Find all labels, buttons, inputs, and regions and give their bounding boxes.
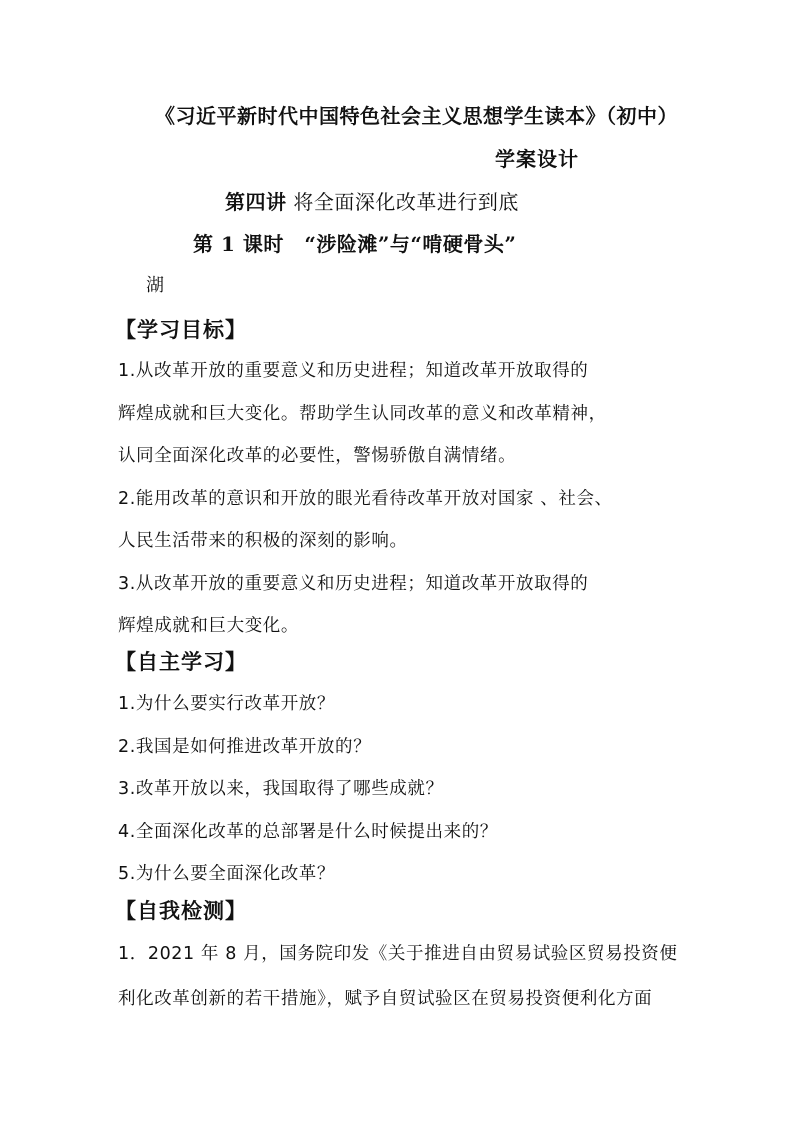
objectives-line: 认同全面深化改革的必要性，警惕骄傲自满情绪。 — [118, 446, 517, 466]
self-study-heading: 【自主学习】 — [115, 649, 247, 674]
objectives-heading: 【学习目标】 — [115, 317, 247, 342]
self-study-question: 4.全面深化改革的总部署是什么时候提出来的？ — [118, 822, 498, 842]
objectives-line: 人民生活带来的积极的深刻的影响。 — [118, 531, 408, 551]
objectives-line: 辉煌成就和巨大变化。帮助学生认同改革的意义和改革精神， — [118, 404, 607, 424]
self-study-question: 5.为什么要全面深化改革？ — [118, 864, 335, 884]
self-test-line: 1．2021 年 8 月，国务院印发《关于推进自由贸易试验区贸易投资便 — [118, 944, 678, 964]
lesson-title: 第 1 课时 “涉险滩”与“啃硬骨头” — [193, 232, 517, 256]
doc-type-title: 学案设计 — [495, 147, 579, 171]
objectives-line: 辉煌成就和巨大变化。 — [118, 616, 299, 636]
objectives-line: 2.能用改革的意识和开放的眼光看待改革开放对国家 、社会、 — [118, 489, 613, 509]
author-name: 湖 — [146, 275, 164, 296]
lecture-number: 第四讲 — [225, 190, 287, 214]
objectives-line: 1.从改革开放的重要意义和历史进程；知道改革开放取得的 — [118, 361, 589, 381]
book-title: 《习近平新时代中国特色社会主义思想学生读本》（初中） — [155, 104, 678, 128]
lecture-title: 将全面深化改革进行到底 — [293, 190, 519, 214]
self-study-question: 3.改革开放以来，我国取得了哪些成就？ — [118, 779, 444, 799]
self-study-question: 1.为什么要实行改革开放？ — [118, 694, 335, 714]
lecture-title-line — [225, 186, 519, 215]
self-test-heading: 【自我检测】 — [115, 898, 247, 923]
self-test-line: 利化改革创新的若干措施》，赋予自贸试验区在贸易投资便利化方面 — [118, 989, 653, 1009]
objectives-line: 3.从改革开放的重要意义和历史进程；知道改革开放取得的 — [118, 574, 589, 594]
self-study-question: 2.我国是如何推进改革开放的？ — [118, 737, 372, 757]
